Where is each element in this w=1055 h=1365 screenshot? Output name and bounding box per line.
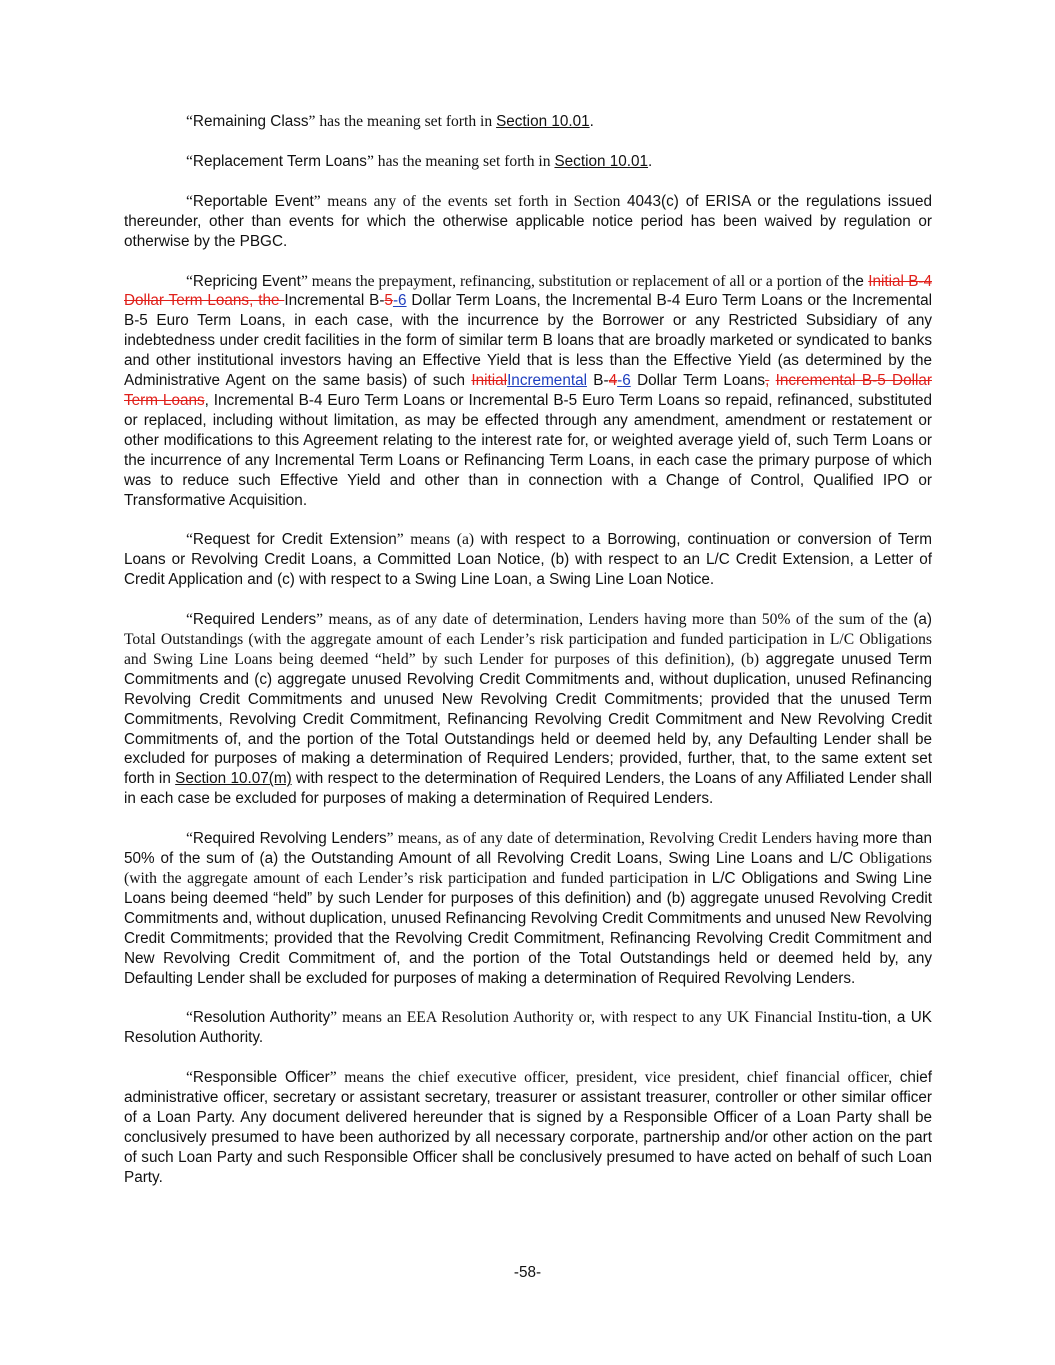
definition-required-revolving-lenders: “Required Revolving Lenders” means, as of any date of determination, Revolving Credit Lenders having more than 50% of the sum of (a) the Outstanding Amount of all Revolving Credit Loans, Swing Line Loans and L/C Obligations (with the aggregate amount of each Lender’s risk participation and funded participation in L/C Obligations and Swing Line Loans being deemed “held” by such Lender for purposes of this definition) and (b) aggregate unused Revolving Credit Commitments and, without duplication, unused Refinancing Revolving Credit Commitments and unused New Revolving Credit Commitments; provided that the Revolving Credit Commitment, Refinancing Revolving Credit Commitment and New Revolving Credit Commitment of, and the portion of the Total Outstandings held or deemed held by, any Defaulting Lender shall be excluded for purposes of making a determination of Required Revolving Lenders. (124, 830, 932, 987)
defined-term: Reportable Event (192, 192, 314, 210)
section-reference: Section 10.07(m) (175, 770, 292, 788)
definition-replacement-term-loans: “Replacement Term Loans” has the meaning set forth in Section 10.01. (186, 152, 653, 170)
page-number: -58- (513, 1264, 542, 1281)
definition-text: ” means the prepayment, refinancing, substitution or replacement of all or a portion of (300, 272, 843, 290)
definition-repricing-event: “Repricing Event” means the prepayment, refinancing, substitution or replacement of all or a portion of the Initial B-4 Dollar Term Loans, the Incremental B-5-6 Dollar Term Loans, the Incremental B-4 Euro Term Loans or the Incremental B-5 Euro Term Loans, in each case, with the incurrence by the Borrower or any Restricted Subsidiary of any indebtedness under credit facilities in the form of similar term B loans that are broadly marketed or syndicated to banks and other institutional investors having an Effective Yield that is less than the Effective Yield (as determined by the Administrative Agent on the same basis) of such InitialIncremental B-4-6 Dollar Term Loans, Incremental B-5 Dollar Term Loans, Incremental B-4 Euro Term Loans or Incremental B-5 Euro Term Loans so repaid, refinanced, substituted or replaced, including without limitation, as may be effected through any amendment, amendment or restatement or other modifications to this Agreement relating to the interest rate for, or weighted average yield of, such Term Loans or the incurrence of any Incremental Term Loans or Refinancing Term Loans, in each case the primary purpose of which was to reduce such Effective Yield and other than in connection with a Change of Control, Qualified IPO or Transformative Acquisition. (124, 272, 933, 509)
definition-text: ” means, as of any date of determination, Lenders having more than 50% of the sum of the (316, 611, 914, 629)
deleted-text: Initial (471, 372, 508, 390)
defined-term: Repricing Event (192, 272, 301, 290)
defined-term: Resolution Authority (192, 1009, 331, 1027)
defined-term: Responsible Officer (192, 1069, 330, 1087)
defined-term: Replacement Term Loans (192, 152, 367, 170)
defined-term: Request for Credit Extension (192, 531, 397, 549)
defined-term: Required Revolving Lenders (192, 830, 387, 848)
definition-text: ” means (a) (396, 531, 481, 549)
deleted-text: 5 (384, 292, 393, 310)
section-reference: Section 10.01 (496, 113, 590, 130)
definition-reportable-event: “Reportable Event” means any of the events set forth in Section 4043(c) of ERISA or the regulations issued thereunder, other than events for which the otherwise applicable notice period has been waived by regulation or otherwise by the PBGC. (124, 192, 932, 250)
definition-remaining-class: “Remaining Class” has the meaning set forth in Section 10.01. (186, 113, 594, 130)
definition-text: ” has the meaning set forth in (308, 113, 497, 130)
definition-responsible-officer: “Responsible Officer” means the chief executive officer, president, vice president, chief financial officer, chief administrative officer, secretary or assistant secretary, treasurer or assistant treasurer, controller or other similar officer of a Loan Party. Any document delivered hereunder that is signed by a Responsible Officer of a Loan Party shall be conclusively presumed to have been authorized by all necessary corporate, partnership and/or other action on the part of such Loan Party and such Responsible Officer shall be conclusively presumed to have acted on behalf of such Loan Party. (124, 1069, 932, 1186)
inserted-text: 6 (398, 292, 407, 310)
deleted-text: , (765, 372, 770, 390)
deleted-text: Incremental B-5 Dollar Term Loans (124, 372, 932, 409)
definition-text: 4043(c) of ERISA or the regulations issued thereunder, other than events for which the otherwise applicable notice period has been waived by regulation or otherwise by the PBGC. (124, 192, 932, 250)
section-reference: Section 10.01 (554, 152, 649, 170)
definition-text: ” means the chief executive officer, president, vice president, chief financial officer, (329, 1069, 900, 1087)
definition-text: ” means, as of any date of determination, Revolving Credit Lenders having (386, 830, 863, 848)
inserted-text: Incremental (507, 372, 587, 390)
inserted-text: 6 (622, 372, 631, 390)
definition-required-lenders: “Required Lenders” means, as of any date of determination, Lenders having more than 50% of the sum of the (a) Total Outstandings (with the aggregate amount of each Lender’s risk participation and funded participation in L/C Obligations and Swing Line Loans being deemed “held” by such Lender for purposes of this definition), (b) aggregate unused Term Commitments and (c) aggregate unused Revolving Credit Commitments and, without duplication, unused Refinancing Revolving Credit Commitments and unused New Revolving Credit Commitments; provided that the unused Term Commitments, Revolving Credit Commitment, Refinancing Revolving Credit Commitment and New Revolving Credit Commitments of, and the portion of the Total Outstandings held or deemed held by, any Defaulting Lender shall be excluded for purposes of making a determination of Required Lenders; provided, further, that, to the same extent set forth in Section 10.07(m) with respect to the determination of Required Lenders, the Loans of any Affiliated Lender shall in each case be excluded for purposes of making a determination of Required Lenders. (124, 611, 933, 808)
deleted-text: 4 (608, 372, 618, 390)
definition-text: ” means any of the events set forth in Section (313, 192, 627, 210)
definition-text: with respect to a Borrowing, continuation or conversion of Term Loans or Revolving Credit Loans, a Committed Loan Notice, (b) with respect to an L/C Credit Extension, a Letter of Credit Application and (c) with respect to a Swing Line Loan, a Swing Line Loan Notice. (124, 531, 933, 589)
document-body (124, 112, 932, 1208)
definition-request-for-credit-extension: “Request for Credit Extension” means (a) with respect to a Borrowing, continuation or conversion of Term Loans or Revolving Credit Loans, a Committed Loan Notice, (b) with respect to an L/C Credit Extension, a Letter of Credit Application and (c) with respect to a Swing Line Loan, a Swing Line Loan Notice. (124, 531, 933, 589)
definition-text: ” means an EEA Resolution Authority or, with respect to any UK Financial Institu- (330, 1009, 863, 1027)
definition-text: ” has the meaning set forth in (366, 152, 555, 170)
deleted-text: Initial B-4 Dollar Term Loans, the (124, 272, 932, 310)
defined-term: Remaining Class (192, 113, 309, 130)
defined-term: Required Lenders (192, 611, 317, 629)
definition-resolution-authority: “Resolution Authority” means an EEA Resolution Authority or, with respect to any UK Financial Institu-tion, a UK Resolution Authority. (124, 1009, 932, 1047)
